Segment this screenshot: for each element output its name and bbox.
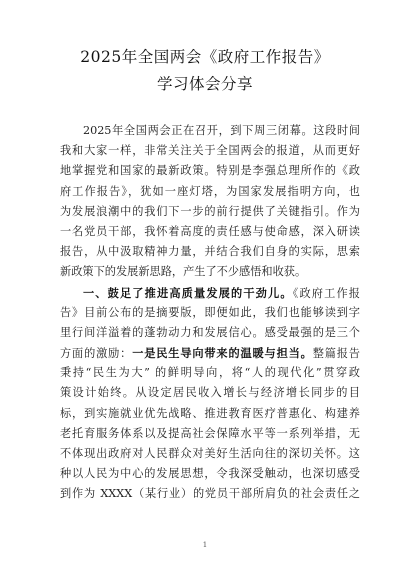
paragraph-2-line: 策设计始终。从设定居民收入增长与经济增长同步的目 — [60, 386, 360, 400]
paragraph-2-line: 里行间洋溢着的蓬勃动力和发展信心。感受最强的是三个 — [60, 325, 360, 339]
document-body — [60, 121, 360, 505]
paragraph-1-line: 我和大家一样，非常关注关于全国两会的报道，从而更好 — [60, 144, 360, 158]
paragraph-1-line: 地掌握党和国家的最新政策。特别是李强总理所作的《政 — [60, 164, 360, 178]
paragraph-2-heading-line — [60, 283, 360, 303]
paragraph-2-line: 秉持“民生为大” 的鲜明导向，将“人的现代化”贯穿政 — [60, 366, 360, 380]
subpoint-rest: 整篇报告 — [312, 347, 360, 361]
paragraph-2-line: 方面的激励： — [60, 347, 133, 361]
title-line-2: 学习体会分享 — [156, 75, 253, 93]
page-number: 1 — [202, 541, 208, 549]
section-heading-bold: 一、鼓足了推进高质量发展的干劲儿。 — [82, 285, 293, 300]
paragraph-1-line: 一名党员干部，我怀着高度的责任感与使命感，深入研读 — [60, 224, 360, 238]
section-heading-rest: 《政府工作报 — [292, 286, 360, 300]
paragraph-2-line: 告》目前公布的是摘要版，即便如此，我们也能够读到字 — [60, 305, 360, 319]
paragraph-2-line: 老托育服务体系以及提高社会保障水平等一系列举措，无 — [60, 426, 360, 440]
paragraph-1-line: 报告，从中汲取精神力量，并结合我们自身的实际，思索 — [60, 245, 360, 259]
paragraph-2-line: 种以人民为中心的发展思想，令我深受触动，也深切感受 — [60, 467, 360, 481]
paragraph-1-line: 2025年全国两会正在召开，到下周三闭幕。这段时间 — [82, 124, 360, 137]
subpoint-bold: 一是民生导向带来的温暖与担当。 — [132, 346, 313, 361]
paragraph-1-line: 府工作报告》，犹如一座灯塔，为国家发展指明方向，也 — [60, 184, 360, 198]
paragraph-2-line: 不体现出政府对人民群众对美好生活向往的深切关怀。这 — [60, 447, 360, 460]
title-line-1: 2025年全国两会《政府工作报告》 — [80, 48, 330, 66]
paragraph-2-line: 到作为 XXXX（某行业）的党员干部所肩负的社会责任之 — [60, 487, 360, 501]
paragraph-2-line: 标，到实施就业优先战略、推进教育医疗普惠化、构建养 — [60, 406, 360, 420]
paragraph-2-subheading-line — [60, 343, 360, 363]
paragraph-1-line: 新政策下的发展新思路，产生了不少感悟和收获。 — [60, 265, 307, 279]
paragraph-1-line: 为发展浪潮中的我们下一步的前行提供了关键指引。作为 — [60, 204, 360, 218]
